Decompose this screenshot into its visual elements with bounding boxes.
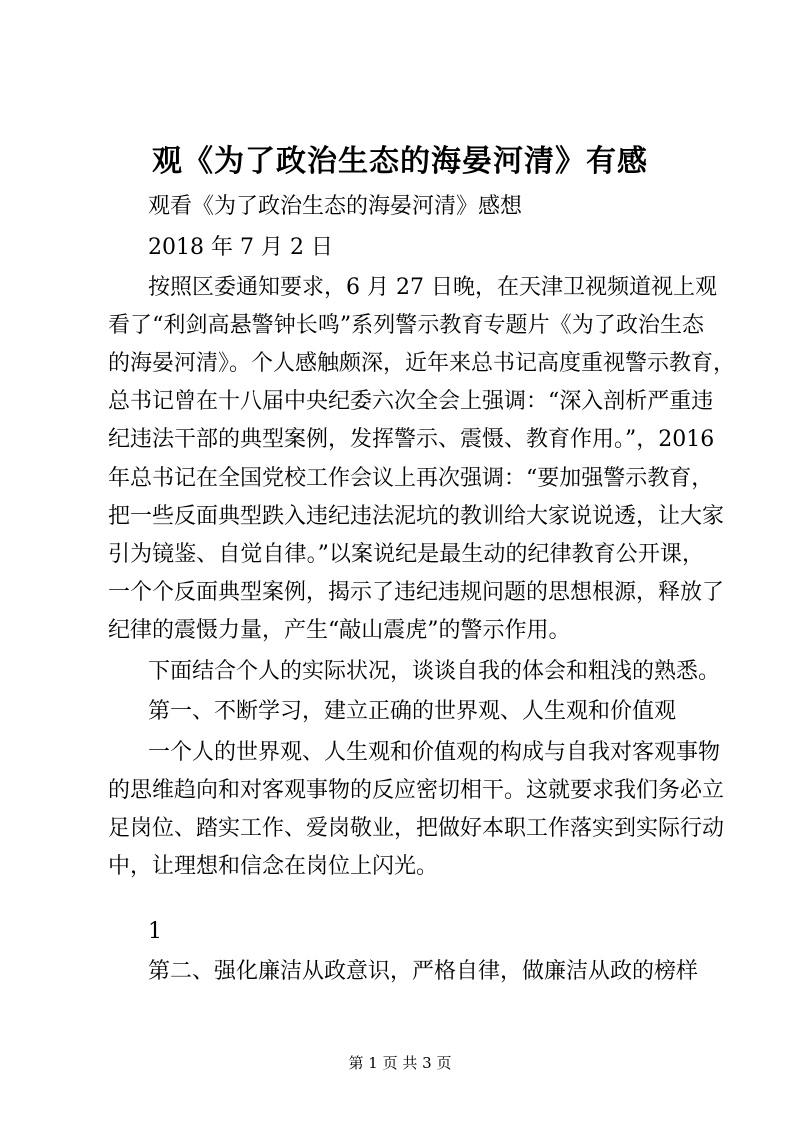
paragraph2: 下面结合个人的实际状况，谈谈自我的体会和粗浅的熟悉。 [148,659,721,684]
document-date: 2018 年 7 月 2 日 [148,235,333,260]
paragraph1-line: 总书记曾在十八届中央纪委六次全会上强调：“深入剖析严重违 [108,389,714,414]
section-heading-1: 第一、不断学习，建立正确的世界观、人生观和价值观 [148,699,677,724]
paragraph3-line: 足岗位、踏实工作、爱岗敬业，把做好本职工作落实到实际行动 [108,816,725,841]
page-marker: 1 [148,919,162,944]
paragraph1-line: 年总书记在全国党校工作会议上再次强调：“要加强警示教育， [108,466,714,491]
paragraph3-line: 的思维趋向和对客观事物的反应密切相干。这就要求我们务必立 [108,778,725,803]
paragraph3-line: 一个人的世界观、人生观和价值观的构成与自我对客观事物 [148,740,721,765]
paragraph1-line: 一个个反面典型案例，揭示了违纪违规问题的思想根源，释放了 [108,580,725,605]
paragraph1-line: 把一些反面典型跌入违纪违法泥坑的教训给大家说说透，让大家 [108,504,725,529]
document-subtitle: 观看《为了政治生态的海晏河清》感想 [148,194,523,219]
page-footer: 第 1 页 共 3 页 [348,1054,452,1072]
section-heading-2: 第二、强化廉洁从政意识，严格自律，做廉洁从政的榜样 [148,959,699,984]
document-title: 观《为了政治生态的海晏河清》有感 [152,144,648,179]
paragraph1-line: 按照区委通知要求，6 月 27 日晚，在天津卫视频道视上观 [148,275,717,300]
paragraph1-line: 纪律的震慑力量，产生“敲山震虎”的警示作用。 [108,618,571,643]
paragraph3-line: 中，让理想和信念在岗位上闪光。 [108,854,439,879]
paragraph1-line: 看了“利剑高悬警钟长鸣”系列警示教育专题片《为了政治生态 [108,313,704,338]
paragraph1-line: 纪违法干部的典型案例，发挥警示、震慑、教育作用。”，2016 [108,427,715,452]
paragraph1-line: 的海晏河清》。个人感触颇深，近年来总书记高度重视警示教育， [108,351,736,376]
paragraph1-line: 引为镜鉴、自觉自律。”以案说纪是最生动的纪律教育公开课， [108,542,704,567]
